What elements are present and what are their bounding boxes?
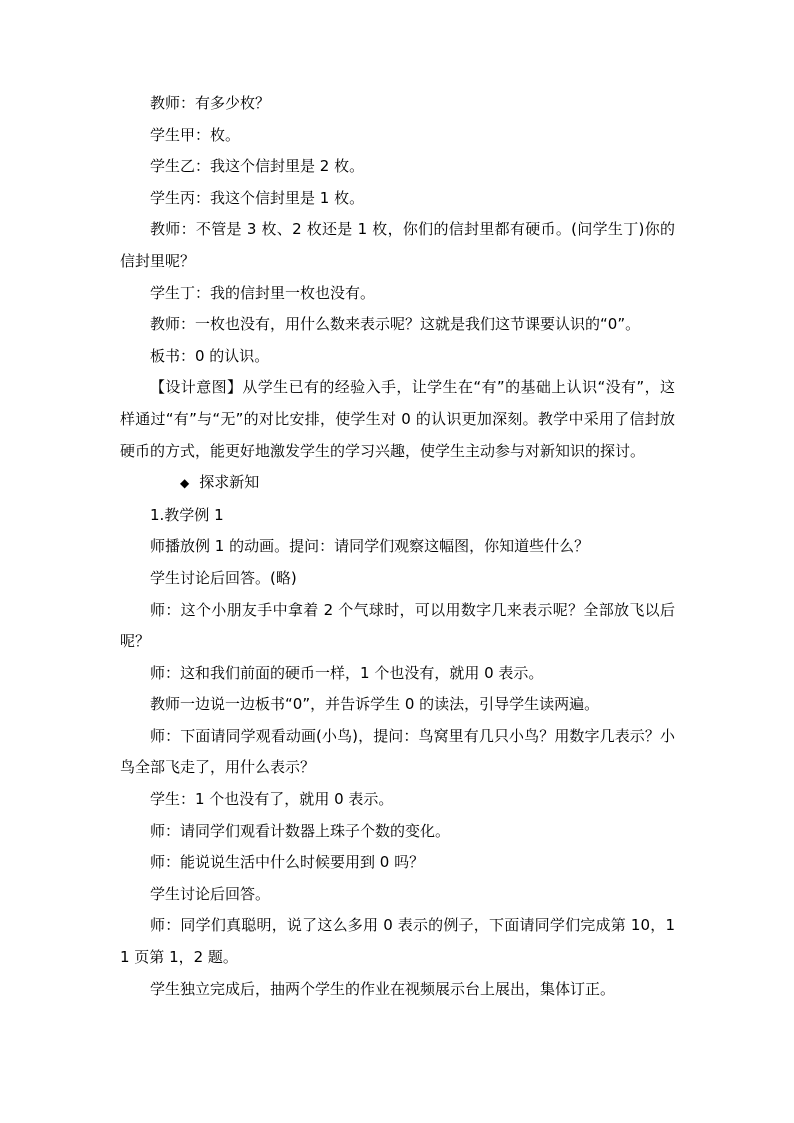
section-heading-text: 探求新知 (199, 473, 260, 492)
paragraph: 学生：1 个也没有了，就用 0 表示。 (150, 790, 394, 809)
paragraph: 学生丙：我这个信封里是 1 枚。 (150, 188, 365, 207)
paragraph: 教师：一枚也没有，用什么数来表示呢？这就是我们这节课要认识的“0”。 (150, 315, 641, 334)
paragraph: 师：这和我们前面的硬币一样，1 个也没有，就用 0 表示。 (150, 663, 544, 682)
paragraph: 师：请同学们观看计数器上珠子个数的变化。 (150, 821, 451, 840)
paragraph: 学生讨论后回答。 (150, 884, 271, 903)
paragraph: 教师：有多少枚？ (150, 94, 271, 112)
paragraph: 板书：0 的认识。 (150, 346, 270, 365)
document-page (120, 88, 675, 1005)
paragraph: 1.教学例 1 (150, 505, 224, 524)
paragraph: 学生甲：枚。 (150, 125, 241, 144)
design-intent-paragraph: 【设计意图】从学生已有的经验入手，让学生在“有”的基础上认识“没有”，这样通过“有”与“无”的对比安排，使学生对 0 的认识更加深刻。教学中采用了信封放硬币的方式，能更好地激发学生的学习兴趣，使学生主动参与对新知识的探讨。 (120, 378, 675, 460)
diamond-icon: ◆ (180, 476, 190, 491)
paragraph: 师：能说说生活中什么时候要用到 0 吗？ (150, 853, 425, 872)
paragraph: 师：这个小朋友手中拿着 2 个气球时，可以用数字几来表示呢？全部放飞以后呢？ (120, 600, 675, 651)
section-heading (120, 467, 675, 500)
paragraph: 教师一边说一边板书“0”，并告诉学生 0 的读法，引导学生读两遍。 (150, 695, 600, 714)
paragraph: 教师：不管是 3 枚、2 枚还是 1 枚，你们的信封里都有硬币。(问学生丁)你的信封里呢？ (120, 220, 675, 270)
paragraph: 学生丁：我的信封里一枚也没有。 (150, 283, 376, 302)
paragraph: 学生讨论后回答。(略) (150, 568, 297, 587)
paragraph: 师：同学们真聪明，说了这么多用 0 表示的例子，下面请同学们完成第 10，11 页第 1，2 题。 (120, 916, 675, 967)
paragraph: 师：下面请同学观看动画(小鸟)，提问：鸟窝里有几只小鸟？用数字几表示？小鸟全部飞走了，用什么表示？ (120, 726, 675, 777)
paragraph: 学生乙：我这个信封里是 2 枚。 (150, 157, 365, 176)
paragraph: 师播放例 1 的动画。提问：请同学们观察这幅图，你知道些什么？ (150, 537, 590, 556)
paragraph: 学生独立完成后，抽两个学生的作业在视频展示台上展出，集体订正。 (150, 979, 616, 998)
